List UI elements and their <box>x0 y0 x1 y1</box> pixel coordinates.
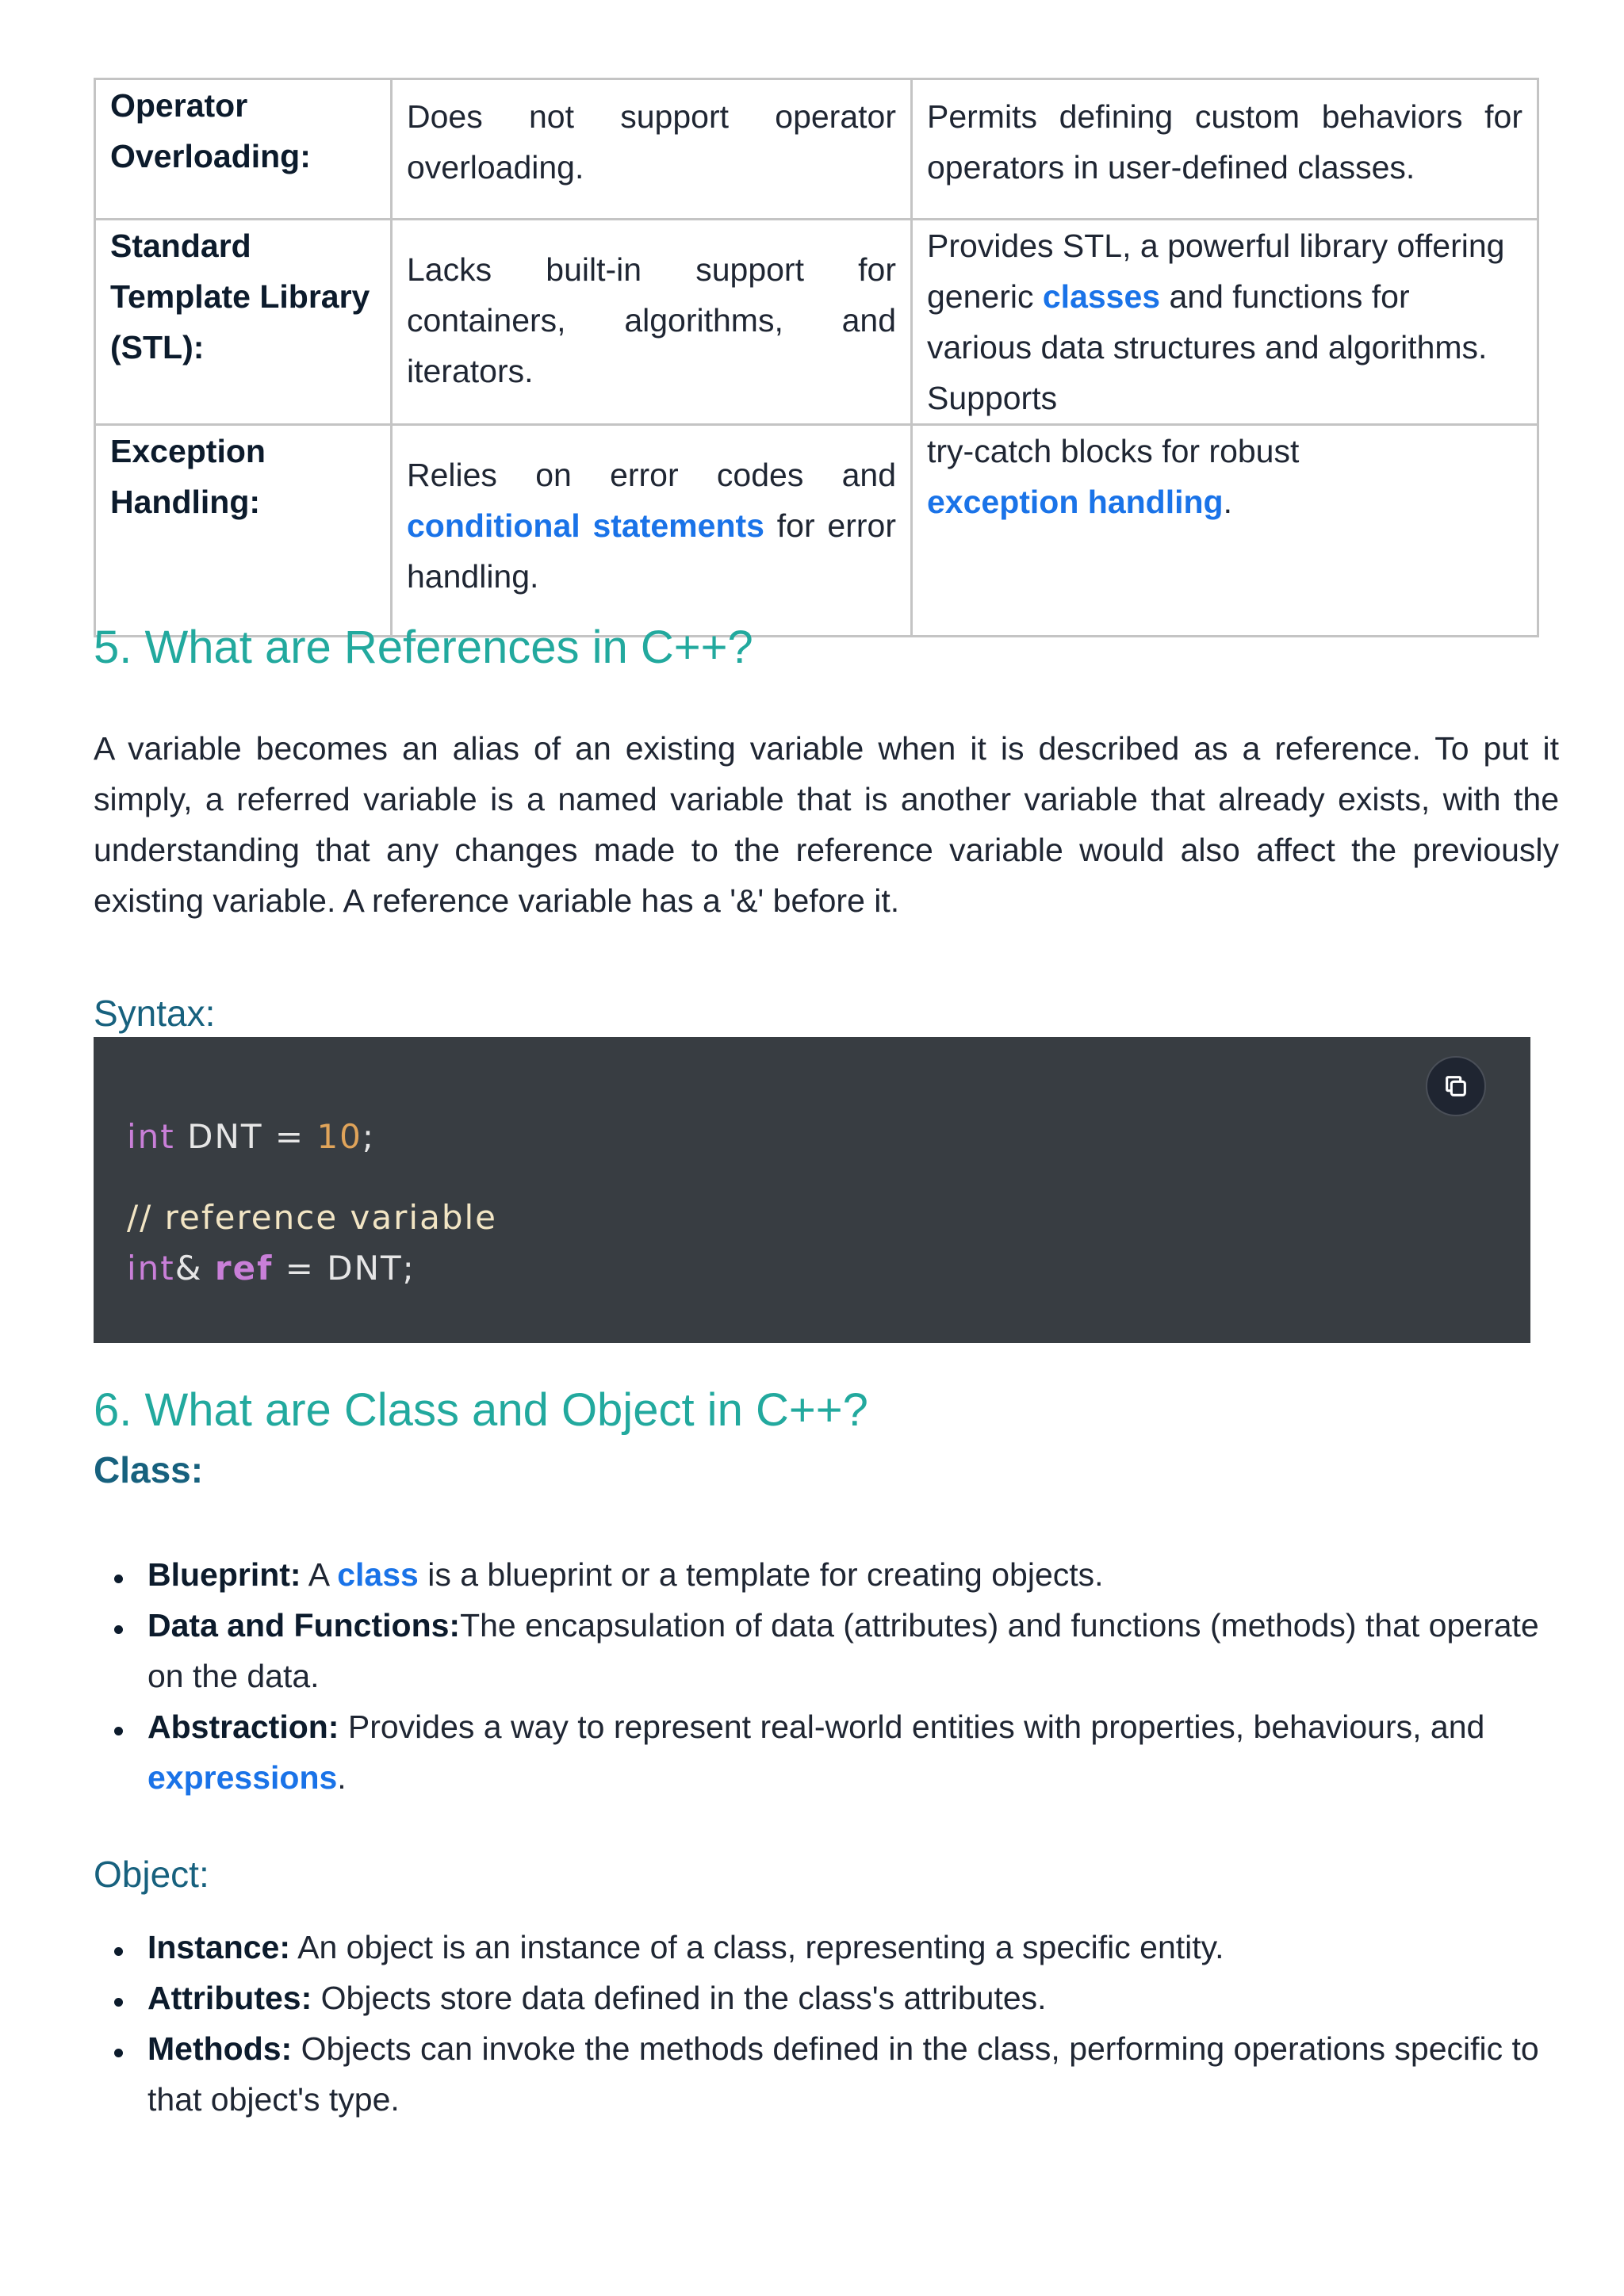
table-row <box>95 79 1538 220</box>
exception-handling-link[interactable]: exception handling <box>927 484 1224 520</box>
code-comment: // reference variable <box>127 1198 497 1237</box>
cpp-language-cell: Permits defining custom behaviors for operators in user-defined classes. <box>912 79 1538 220</box>
feature-cell: Standard Template Library (STL): <box>95 220 392 425</box>
syntax-label: Syntax: <box>94 993 216 1034</box>
feature-cell: Operator Overloading: <box>95 79 392 220</box>
list-item: Attributes: Objects store data defined in the class's attributes. <box>94 1973 1559 2023</box>
feature-cell: Exception Handling: <box>95 425 392 637</box>
list-item: Instance: An object is an instance of a class, representing a specific entity. <box>94 1922 1559 1973</box>
cpp-language-cell: Provides STL, a powerful library offering generic classes and functions for various data structures and algorithms. Supports <box>912 220 1538 425</box>
c-language-cell: Relies on error codes and conditional statements for error handling. <box>392 425 912 637</box>
class-link[interactable]: class <box>337 1556 419 1593</box>
code-block <box>94 1037 1530 1343</box>
comparison-table <box>94 78 1539 637</box>
conditional-statements-link[interactable]: conditional statements <box>407 507 764 544</box>
list-item: Blueprint: A class is a blueprint or a template for creating objects. <box>94 1549 1559 1600</box>
c-language-cell: Lacks built-in support for containers, algorithms, and iterators. <box>392 220 912 425</box>
object-label: Object: <box>94 1854 209 1895</box>
c-language-cell: Does not support operator overloading. <box>392 79 912 220</box>
table-row <box>95 425 1538 637</box>
list-item: Methods: Objects can invoke the methods defined in the class, performing operations specific to that object's type. <box>94 2023 1559 2125</box>
copy-icon <box>1442 1073 1469 1100</box>
list-item: Abstraction: Provides a way to represent real-world entities with properties, behaviours, and expressions. <box>94 1701 1559 1803</box>
copy-button[interactable] <box>1426 1056 1486 1116</box>
code-line: int& ref = DNT; <box>127 1249 416 1288</box>
references-paragraph: A variable becomes an alias of an existing variable when it is described as a reference. To put it simply, a referred variable is a named variable that is another variable that already exists, with the understanding that any changes made to the reference variable would also affect the previously existing variable. A reference variable has a '&' before it. <box>94 730 1559 919</box>
table-row <box>95 220 1538 425</box>
code-line: int DNT = 10; <box>127 1117 376 1156</box>
list-item: Data and Functions:The encapsulation of data (attributes) and functions (methods) that operate on the data. <box>94 1600 1559 1701</box>
class-label: Class: <box>94 1449 204 1490</box>
section-5-heading: 5. What are References in C++? <box>94 622 753 673</box>
classes-link[interactable]: classes <box>1042 278 1161 315</box>
object-list <box>94 1922 1559 2125</box>
class-list <box>94 1549 1559 1803</box>
section-6-heading: 6. What are Class and Object in C++? <box>94 1384 868 1436</box>
expressions-link[interactable]: expressions <box>147 1759 338 1796</box>
cpp-language-cell: try-catch blocks for robust exception handling. <box>912 425 1538 637</box>
